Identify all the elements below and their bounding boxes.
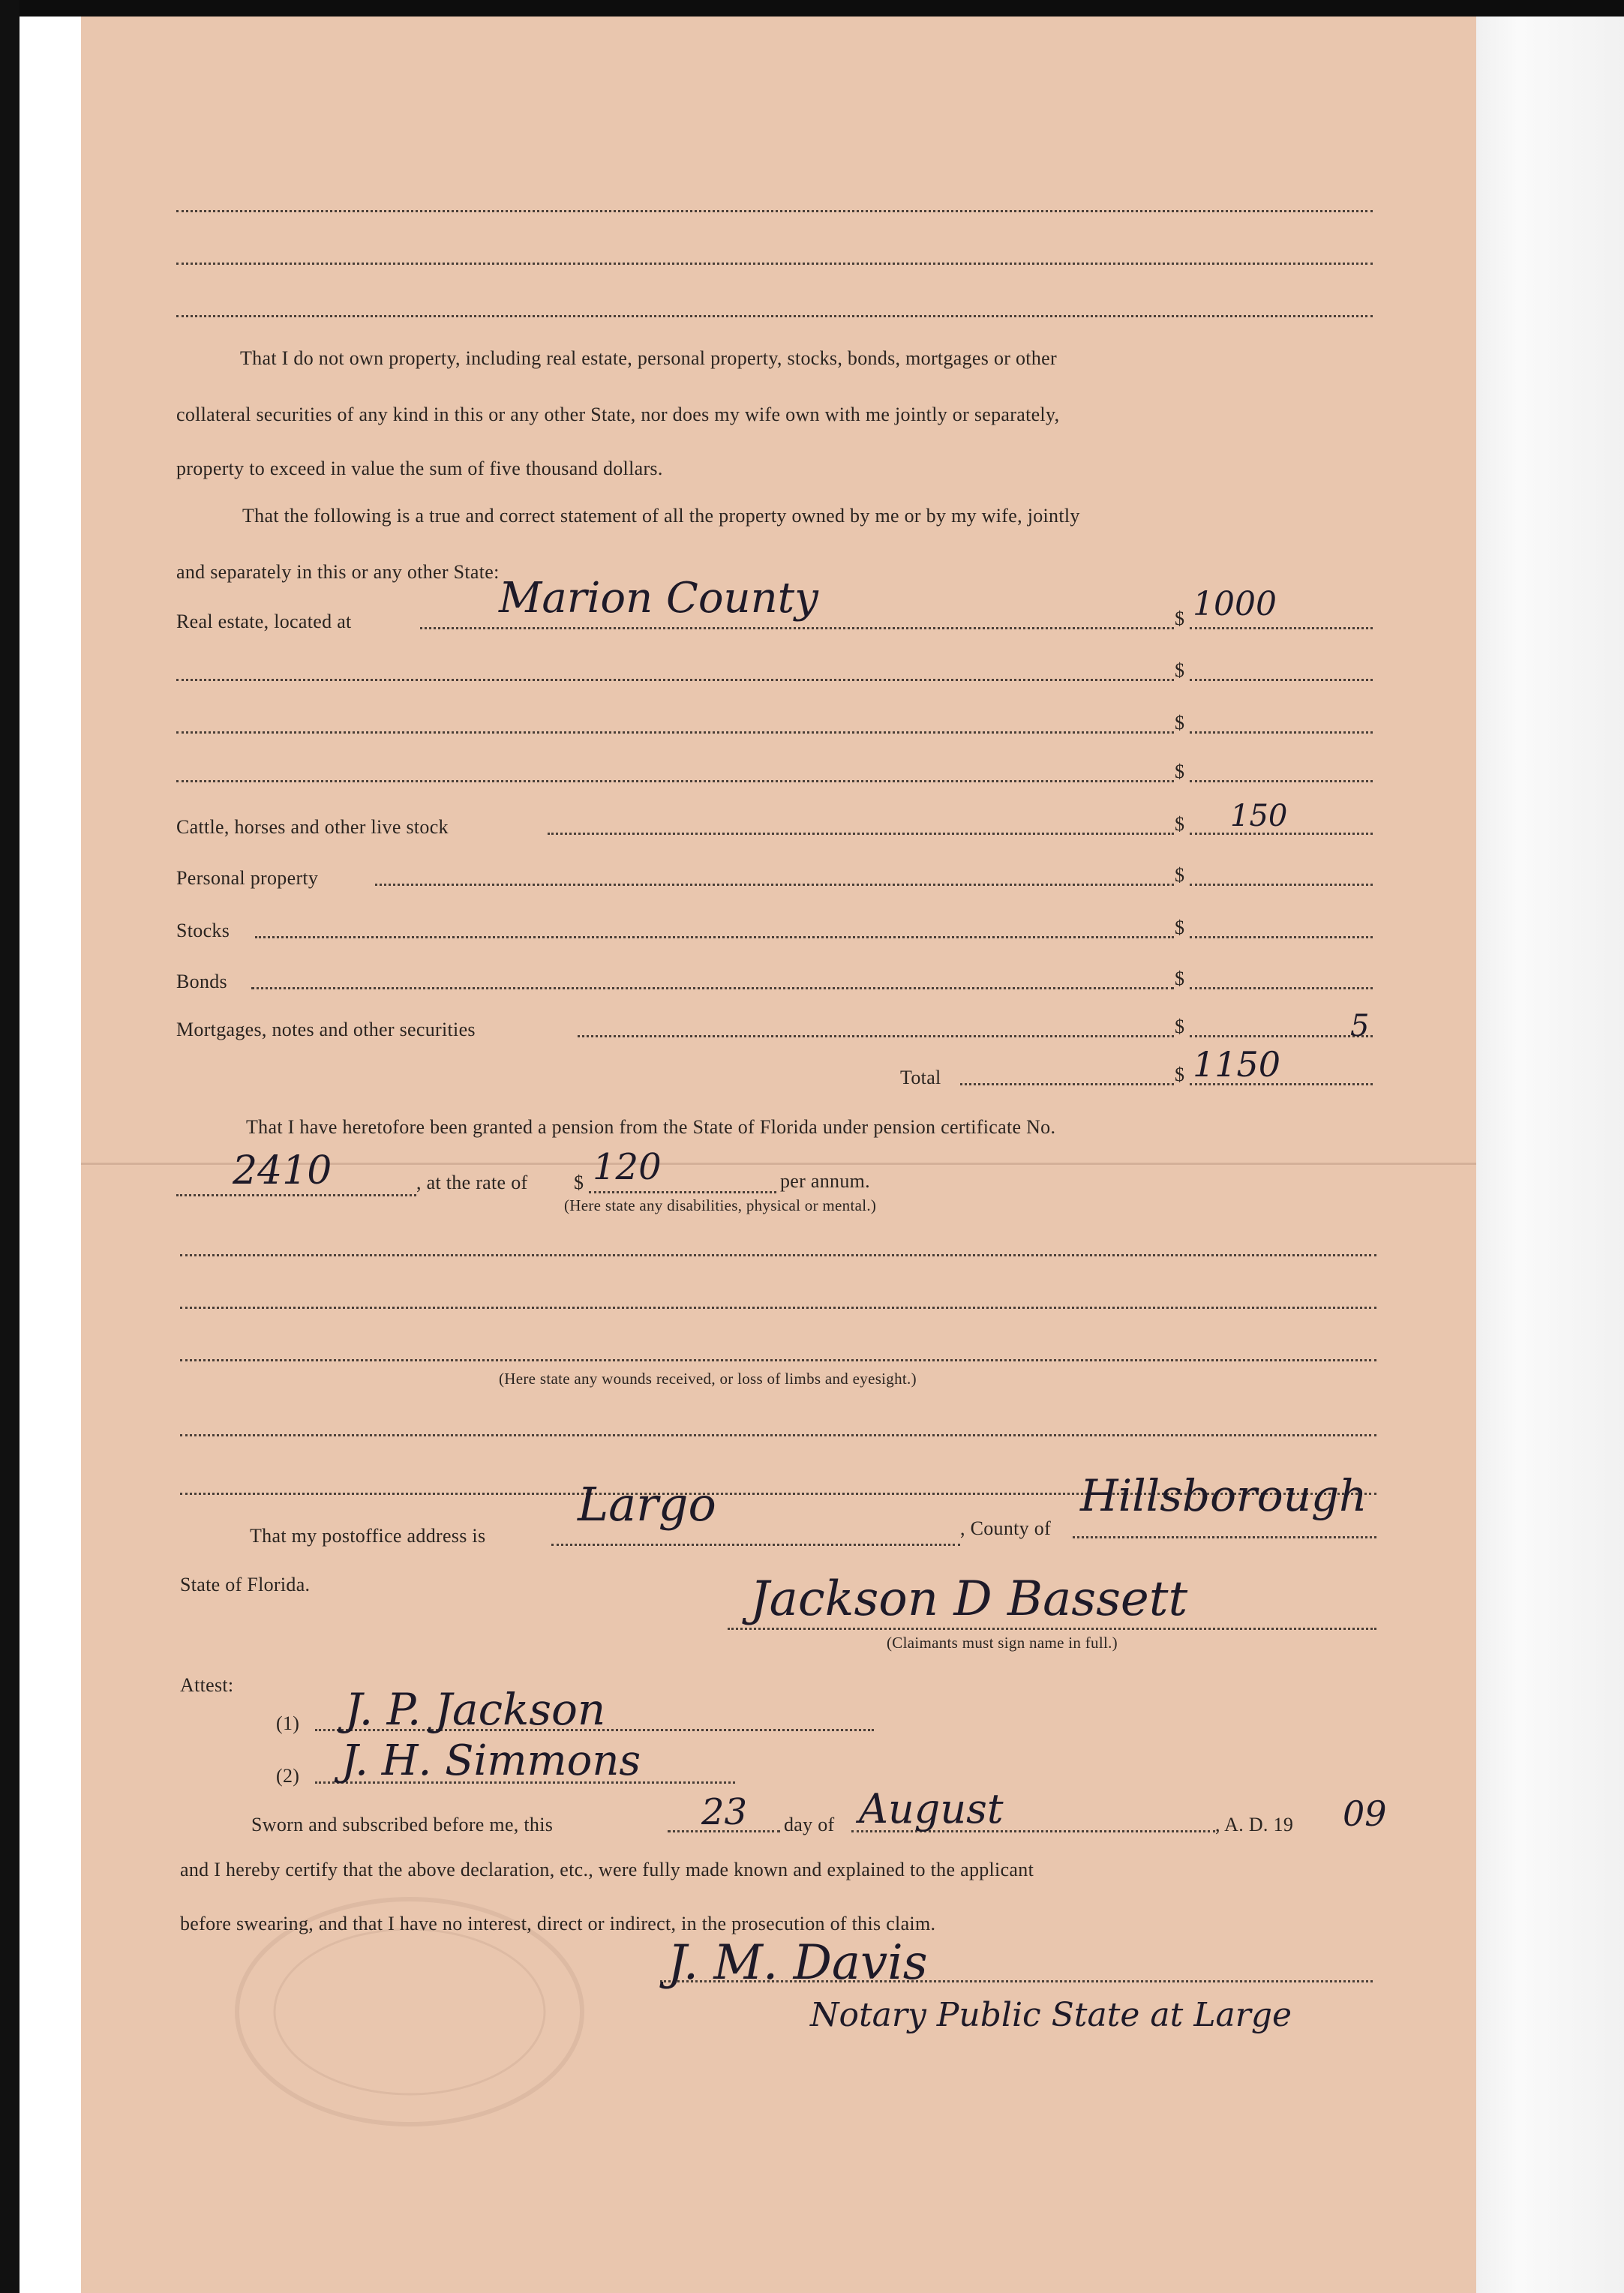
claimant-signature: Jackson D Bassett	[750, 1571, 1188, 1627]
blank-line	[180, 1434, 1376, 1436]
per-annum-label: per annum.	[780, 1170, 870, 1192]
mortgages-value-handwriting: 5	[1350, 1009, 1370, 1043]
dollar-sign: $	[1175, 813, 1185, 835]
livestock-label: Cattle, horses and other live stock	[176, 816, 449, 838]
livestock-line	[548, 833, 1174, 835]
dollar-sign: $	[1175, 712, 1185, 734]
dollar-sign: $	[1175, 968, 1185, 989]
certify-line-1: and I hereby certify that the above declaration, etc., were fully made known and explained to the applicant	[180, 1859, 1034, 1880]
faded-seal-watermark	[162, 1814, 837, 2267]
county-line	[1073, 1536, 1376, 1538]
wounds-note: (Here state any wounds received, or loss of limbs and eyesight.)	[499, 1370, 917, 1388]
blank-line	[176, 263, 1373, 265]
rate-handwriting: 120	[593, 1146, 662, 1188]
day-of-label: day of	[784, 1814, 835, 1835]
dollar-sign: $	[574, 1172, 584, 1193]
blank-line	[180, 1307, 1376, 1309]
blank-line	[180, 1254, 1376, 1256]
blank-line	[180, 1359, 1376, 1361]
oath-line-1: That I do not own property, including real estate, personal property, stocks, bonds, mortgages or other	[240, 347, 1057, 369]
attest-2-signature: J. H. Simmons	[341, 1736, 641, 1785]
attest-1-label: (1)	[276, 1712, 300, 1734]
attest-1-signature: J. P. Jackson	[345, 1684, 606, 1735]
postoffice-label: That my postoffice address is	[250, 1525, 486, 1547]
amount-line	[1190, 679, 1373, 681]
oath-line-3: property to exceed in value the sum of five thousand dollars.	[176, 458, 663, 479]
scan-border-top	[0, 0, 1624, 17]
county-label: , County of	[960, 1517, 1052, 1539]
sworn-year-handwriting: 09	[1343, 1793, 1387, 1834]
real-estate-line	[420, 627, 1174, 629]
attest-2-label: (2)	[276, 1765, 300, 1787]
bonds-label: Bonds	[176, 971, 227, 992]
dollar-sign: $	[1175, 608, 1185, 629]
statement-line-2: and separately in this or any other State:	[176, 561, 500, 583]
real-estate-label: Real estate, located at	[176, 611, 352, 632]
total-label: Total	[900, 1067, 941, 1088]
claimant-sign-note: (Claimants must sign name in full.)	[887, 1634, 1118, 1652]
bonds-line	[251, 987, 1174, 989]
disabilities-note: (Here state any disabilities, physical or mental.)	[564, 1196, 877, 1214]
real-estate-location-handwriting: Marion County	[499, 574, 818, 623]
dollar-sign: $	[1175, 659, 1185, 681]
stocks-label: Stocks	[176, 920, 230, 941]
mortgages-line	[578, 1035, 1174, 1037]
amount-line	[1190, 780, 1373, 782]
amount-line	[1190, 884, 1373, 886]
dollar-sign: $	[1175, 1016, 1185, 1037]
amount-line	[1190, 627, 1373, 629]
blank-line	[176, 315, 1373, 317]
mortgages-label: Mortgages, notes and other securities	[176, 1019, 476, 1040]
amount-line	[1190, 1035, 1373, 1037]
personal-property-label: Personal property	[176, 867, 319, 889]
blank-line	[176, 679, 1174, 681]
county-handwriting: Hillsborough	[1080, 1470, 1367, 1521]
attest-label: Attest:	[180, 1674, 234, 1696]
scan-border-left	[0, 0, 20, 2293]
claimant-signature-line	[728, 1628, 1376, 1630]
total-line	[960, 1083, 1174, 1085]
certificate-no-line	[176, 1194, 416, 1196]
statement-line-1: That the following is a true and correct statement of all the property owned by me or by my wife, jointly	[242, 505, 1080, 527]
livestock-value-handwriting: 150	[1230, 799, 1288, 833]
postoffice-line	[551, 1544, 960, 1546]
stocks-line	[255, 936, 1174, 938]
rate-line	[589, 1191, 776, 1193]
ad-label: , A. D. 19	[1215, 1814, 1294, 1835]
notary-signature: J. M. Davis	[668, 1935, 928, 1991]
certificate-no-handwriting: 2410	[233, 1148, 332, 1193]
dollar-sign: $	[1175, 864, 1185, 886]
notary-title: Notary Public State at Large	[810, 1996, 1292, 2034]
total-value-handwriting: 1150	[1193, 1044, 1281, 1085]
dollar-sign: $	[1175, 1064, 1185, 1085]
sworn-day-handwriting: 23	[701, 1791, 748, 1833]
amount-line	[1190, 936, 1373, 938]
personal-property-line	[375, 884, 1174, 886]
certify-line-2: before swearing, and that I have no interest, direct or indirect, in the prosecution of this claim.	[180, 1913, 936, 1934]
dollar-sign: $	[1175, 917, 1185, 938]
blank-line	[176, 731, 1174, 734]
rate-label: , at the rate of	[416, 1172, 528, 1193]
sworn-month-handwriting: August	[859, 1785, 1004, 1832]
postoffice-handwriting: Largo	[578, 1477, 716, 1532]
blank-line	[176, 780, 1174, 782]
amount-line	[1190, 987, 1373, 989]
amount-line	[1190, 731, 1373, 734]
sworn-text: Sworn and subscribed before me, this	[251, 1814, 554, 1835]
dollar-sign: $	[1175, 761, 1185, 782]
real-estate-value-handwriting: 1000	[1193, 585, 1277, 623]
oath-line-2: collateral securities of any kind in this or any other State, nor does my wife own with me jointly or separately,	[176, 404, 1060, 425]
state-label: State of Florida.	[180, 1574, 311, 1595]
pension-line-1: That I have heretofore been granted a pension from the State of Florida under pension certificate No.	[246, 1116, 1056, 1138]
blank-line	[176, 210, 1373, 212]
